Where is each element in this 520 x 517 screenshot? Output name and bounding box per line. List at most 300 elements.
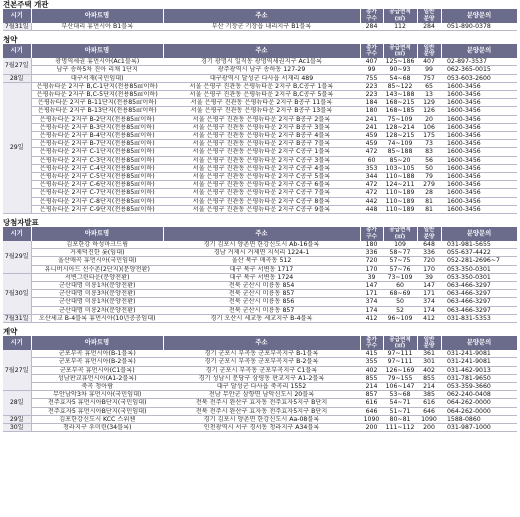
cell-general: 81: [417, 205, 441, 213]
cell-area: 110~189: [383, 197, 417, 205]
cell-tel: 031-987-1000: [441, 423, 517, 431]
cell-area: 57~75: [383, 257, 417, 265]
cell-addr: 전북 군산시 미룡동 856: [163, 298, 360, 306]
cell-general: 407: [417, 58, 441, 66]
table-row: [3, 366, 517, 374]
cell-addr: 전북 군산시 미룡동 857: [163, 306, 360, 314]
cell-tel: 1600-3456: [441, 107, 517, 115]
cell-addr: 서울 은평구 진관동 은평뉴타운 2지구 B,C공구 1블록: [163, 82, 360, 90]
cell-tel: 1600-3456: [441, 115, 517, 123]
table-row: [3, 241, 517, 249]
table-row: [3, 197, 517, 205]
section-title: 청약: [3, 35, 18, 45]
cell-apt: 은평뉴타운 2지구 C-7단지(전용85㎡이하): [31, 189, 163, 197]
cell-total: 442: [360, 197, 383, 205]
cell-addr: 서울 은평구 진관동 은평뉴타운 2지구 C공구 7블록: [163, 189, 360, 197]
cell-tel: 1600-3456: [441, 140, 517, 148]
cell-general: 79: [417, 173, 441, 181]
table-row: [3, 290, 517, 298]
cell-area: 54~71: [383, 399, 417, 407]
cell-apt: 전주효자5 휴먼시아B단지(국민임대): [31, 399, 163, 407]
cell-area: 110~188: [383, 173, 417, 181]
cell-general: 284: [417, 23, 441, 31]
cell-tel: 063-466-3297: [441, 282, 517, 290]
cell-tel: 031-462-9013: [441, 366, 517, 374]
table-row: [3, 249, 517, 257]
cell-apt: 은평뉴타운 2지구 C-1단지(전용85㎡이하): [31, 148, 163, 156]
header-apt: 아파트명: [31, 227, 163, 241]
cell-area: 85~122: [383, 82, 417, 90]
cell-total: 223: [360, 82, 383, 90]
cell-apt: 군산대명 미룡1차(분양전환): [31, 298, 163, 306]
cell-apt: 광명역세권 휴먼시아(Ac1블록): [31, 58, 163, 66]
header-area: 공급면적 (㎡): [383, 227, 417, 241]
table-row: [3, 82, 517, 90]
cell-total: 646: [360, 407, 383, 415]
cell-total: 171: [360, 290, 383, 298]
cell-area: 50: [383, 298, 417, 306]
header-date: 시기: [3, 44, 31, 58]
cell-tel: 053-603-2600: [441, 74, 517, 82]
cell-tel: 031-981-5655: [441, 241, 517, 249]
cell-general: 336: [417, 249, 441, 257]
section-title: 계약: [3, 327, 18, 337]
cell-addr: 경기 군포시 부곡동 군포부곡지구 B-1블록: [163, 350, 360, 358]
cell-general: 402: [417, 366, 441, 374]
table-row: [3, 91, 517, 99]
cell-total: 472: [360, 148, 383, 156]
header-general: 일반 분양: [417, 44, 441, 58]
cell-apt: 은평뉴타운 2지구 C-6단지(전용85㎡이하): [31, 181, 163, 189]
header-apt: 아파트명: [31, 44, 163, 58]
cell-total: 180: [360, 107, 383, 115]
cell-addr: 서울 은평구 진관동 은평뉴타운 2지구 B공구 4블록: [163, 132, 360, 140]
cell-general: 374: [417, 298, 441, 306]
cell-tel: 1600-3456: [441, 164, 517, 172]
cell-general: 56: [417, 156, 441, 164]
cell-addr: 서울 은평구 진관동 은평뉴타운 2지구 B공구 2블록: [163, 115, 360, 123]
cell-area: 74~109: [383, 140, 417, 148]
cell-addr: 경남 거제시 거제면 지석리 1224-1: [163, 249, 360, 257]
cell-general: 412: [417, 314, 441, 322]
cell-area: 85~20: [383, 156, 417, 164]
table-row: [3, 132, 517, 140]
cell-area: 128~215: [383, 132, 417, 140]
cell-addr: 울산 북구 매곡동 512: [163, 257, 360, 265]
cell-area: 90~93: [383, 66, 417, 74]
cell-general: 757: [417, 74, 441, 82]
cell-apt: 죽곡 청아람: [31, 382, 163, 390]
cell-total: 170: [360, 265, 383, 273]
cell-addr: 인천광역시 서구 경서동 청라지구 A34블록: [163, 423, 360, 431]
cell-total: 448: [360, 205, 383, 213]
cell-area: 125~186: [383, 58, 417, 66]
cell-general: 616: [417, 399, 441, 407]
table-row: [3, 205, 517, 213]
header-addr: 주소: [163, 9, 360, 23]
cell-area: 106~147: [383, 382, 417, 390]
cell-general: 175: [417, 132, 441, 140]
cell-total: 180: [360, 241, 383, 249]
cell-addr: 경기 군포시 부곡동 군포부곡지구 C1블록: [163, 366, 360, 374]
cell-addr: 서울 은평구 진관동 은평뉴타운 2지구 B공구 13블록: [163, 107, 360, 115]
table-row: [3, 382, 517, 390]
cell-apt: 군포부곡 휴먼시아(C1블록): [31, 366, 163, 374]
cell-apt: 은평뉴타운 2지구 B-2단지(전용85㎡이하): [31, 115, 163, 123]
cell-tel: 051-890-0378: [441, 23, 517, 31]
cell-addr: 경기 김포시 양촌면 한강신도시 Ab-16블록: [163, 241, 360, 249]
cell-general: 129: [417, 99, 441, 107]
cell-area: 126~169: [383, 366, 417, 374]
table-row: [3, 156, 517, 164]
cell-addr: 서울 은평구 진관동 은평뉴타운 2지구 B공구 11블록: [163, 99, 360, 107]
cell-apt: 군산대명 미룡1차(분양전환): [31, 282, 163, 290]
cell-apt: 성남판교휴먼시아(A1-2블록): [31, 374, 163, 382]
cell-tel: 1600-3456: [441, 156, 517, 164]
schedule-table: [3, 44, 518, 214]
cell-general: 720: [417, 257, 441, 265]
cell-area: 111~112: [383, 423, 417, 431]
cell-area: 51~71: [383, 407, 417, 415]
table-row: [3, 164, 517, 172]
cell-area: 109: [383, 241, 417, 249]
cell-addr: 경기 군포시 부곡동 군포부곡지구 B-2블록: [163, 358, 360, 366]
cell-addr: 대구광역시 달성군 다사읍 서재리 489: [163, 74, 360, 82]
cell-total: 374: [360, 298, 383, 306]
table-row: [3, 265, 517, 273]
header-apt: 아파트명: [31, 336, 163, 350]
header-total: 총가 구수: [360, 9, 383, 23]
cell-total: 223: [360, 91, 383, 99]
cell-total: 407: [360, 58, 383, 66]
header-addr: 주소: [163, 227, 360, 241]
cell-apt: 전주효자5 휴먼시아B단지(국민임대): [31, 407, 163, 415]
cell-area: 110~189: [383, 205, 417, 213]
cell-general: 171: [417, 290, 441, 298]
cell-apt: 은평뉴타운 2지구 C-8단지(전용85㎡이하): [31, 197, 163, 205]
header-total: 총가 구수: [360, 336, 383, 350]
cell-tel: 063-466-3297: [441, 298, 517, 306]
cell-total: 402: [360, 366, 383, 374]
cell-date: 7월27일: [3, 58, 31, 74]
cell-general: 81: [417, 197, 441, 205]
section-title: 견본주택 개관: [3, 0, 49, 9]
cell-apt: 남구 송하5차 진아 리채 1단지: [31, 66, 163, 74]
cell-apt: 군산대명 미룡2차(분양전환): [31, 306, 163, 314]
cell-general: 50: [417, 164, 441, 172]
cell-apt: 은평뉴타운 2지구 B-7단지(전용85㎡이하): [31, 140, 163, 148]
cell-apt: 군산대명 미룡3차(분양전환): [31, 290, 163, 298]
cell-addr: 경기 오산시 세교동 세교지구 B-4블록: [163, 314, 360, 322]
cell-general: 147: [417, 282, 441, 290]
cell-addr: 서울 은평구 진관동 은평뉴타운 2지구 C공구 8블록: [163, 197, 360, 205]
cell-addr: 경기 성남시 분당구 삼평동 판교지구 A1-2블록: [163, 374, 360, 382]
cell-area: 60: [383, 282, 417, 290]
cell-tel: 031-781-9650: [441, 374, 517, 382]
cell-total: 355: [360, 358, 383, 366]
cell-date: 7월29일: [3, 241, 31, 273]
table-row: [3, 148, 517, 156]
cell-general: 301: [417, 358, 441, 366]
cell-apt: 은평뉴타운 2지구 C-9단지(전용85㎡이하): [31, 205, 163, 213]
cell-total: 412: [360, 314, 383, 322]
cell-area: 128~214: [383, 123, 417, 131]
cell-apt: 은평뉴타운 2지구 B-3단지(전용85㎡이하): [31, 123, 163, 131]
cell-total: 1090: [360, 415, 383, 423]
cell-general: 385: [417, 391, 441, 399]
cell-apt: 은평뉴타운 2지구 B-13단지(전용85㎡이하): [31, 107, 163, 115]
header-general: 일반 분양: [417, 336, 441, 350]
header-row: [3, 44, 517, 58]
header-general: 일반 분양: [417, 9, 441, 23]
cell-tel: 053-359-3660: [441, 382, 517, 390]
cell-total: 60: [360, 156, 383, 164]
header-total: 총가 구수: [360, 227, 383, 241]
cell-apt: 군포부곡 휴먼시아(B-1블록): [31, 350, 163, 358]
cell-area: 80~81: [383, 415, 417, 423]
cell-apt: 유니버시아드 선수촌(2단지)(분양전환): [31, 265, 163, 273]
cell-date: 7월31일: [3, 23, 31, 31]
cell-apt: 은평뉴타운 2지구 B,C-1단지(전용85㎡이하): [31, 82, 163, 90]
cell-apt: 서변그린타운(분양전환): [31, 273, 163, 281]
cell-addr: 경기 광명시 일직동 광명역세권지구 Ac1블록: [163, 58, 360, 66]
cell-area: 103~105: [383, 164, 417, 172]
cell-tel: 062-240-0408: [441, 391, 517, 399]
cell-total: 174: [360, 306, 383, 314]
cell-addr: 대구 달성군 다사읍 죽곡리 1552: [163, 382, 360, 390]
cell-total: 147: [360, 282, 383, 290]
cell-addr: 서울 은평구 진관동 은평뉴타운 2지구 C공구 1블록: [163, 148, 360, 156]
cell-tel: 1600-3456: [441, 189, 517, 197]
cell-total: 720: [360, 257, 383, 265]
cell-general: 106: [417, 123, 441, 131]
cell-apt: 은평뉴타운 2지구 B-11단지(전용85㎡이하): [31, 99, 163, 107]
cell-addr: 전남 무안군 삼향면 남악신도시 20블록: [163, 391, 360, 399]
cell-total: 99: [360, 66, 383, 74]
cell-tel: 063-466-3297: [441, 306, 517, 314]
table-row: [3, 107, 517, 115]
cell-area: 54~68: [383, 74, 417, 82]
table-row: [3, 374, 517, 382]
cell-tel: 031-241-9081: [441, 358, 517, 366]
cell-total: 184: [360, 99, 383, 107]
cell-area: 68~69: [383, 290, 417, 298]
cell-general: 214: [417, 382, 441, 390]
cell-tel: 1600-3456: [441, 82, 517, 90]
cell-total: 214: [360, 382, 383, 390]
table-row: [3, 189, 517, 197]
cell-addr: 서울 은평구 진관동 은평뉴타운 2지구 B,C공구 5블록: [163, 91, 360, 99]
cell-date: 29일: [3, 82, 31, 213]
cell-tel: 053-350-0301: [441, 265, 517, 273]
header-apt: 아파트명: [31, 9, 163, 23]
cell-tel: 1600-3456: [441, 91, 517, 99]
table-row: [3, 423, 517, 431]
cell-total: 336: [360, 249, 383, 257]
table-row: [3, 58, 517, 66]
cell-total: 344: [360, 173, 383, 181]
table-row: [3, 358, 517, 366]
schedule-table: [3, 227, 518, 323]
cell-general: 855: [417, 374, 441, 382]
cell-general: 174: [417, 306, 441, 314]
table-row: [3, 123, 517, 131]
cell-tel: 1600-3456: [441, 205, 517, 213]
cell-tel: 1600-3456: [441, 99, 517, 107]
header-tel: 분양문의: [441, 227, 517, 241]
cell-area: 57~76: [383, 265, 417, 273]
cell-tel: 1600-3456: [441, 173, 517, 181]
cell-addr: 전북 전주시 완산구 효자동 전주효자5지구 B단지: [163, 399, 360, 407]
cell-date: 28일: [3, 74, 31, 82]
cell-area: 96~109: [383, 314, 417, 322]
table-row: [3, 140, 517, 148]
cell-total: 39: [360, 273, 383, 281]
cell-total: 284: [360, 23, 383, 31]
table-row: [3, 273, 517, 281]
cell-tel: 1588-0860: [441, 415, 517, 423]
header-tel: 분양문의: [441, 9, 517, 23]
cell-addr: 서울 은평구 진관동 은평뉴타운 2지구 C공구 5블록: [163, 173, 360, 181]
cell-area: 58~77: [383, 249, 417, 257]
cell-area: 53~68: [383, 391, 417, 399]
header-tel: 분양문의: [441, 336, 517, 350]
cell-addr: 서울 은평구 진관동 은평뉴타운 2지구 B공구 3블록: [163, 123, 360, 131]
cell-tel: 052-281-2696~7: [441, 257, 517, 265]
cell-general: 648: [417, 241, 441, 249]
cell-addr: 대구 북구 서변동 1724: [163, 273, 360, 281]
header-row: [3, 227, 517, 241]
cell-tel: 031-241-9081: [441, 350, 517, 358]
cell-addr: 광주광역시 남구 송하동 127-29: [163, 66, 360, 74]
cell-general: 39: [417, 273, 441, 281]
cell-tel: 1600-3456: [441, 181, 517, 189]
header-addr: 주소: [163, 44, 360, 58]
cell-apt: 부산대리 휴먼시아 B1블록: [31, 23, 163, 31]
table-row: [3, 298, 517, 306]
header-addr: 주소: [163, 336, 360, 350]
cell-total: 241: [360, 115, 383, 123]
table-row: [3, 415, 517, 423]
cell-apt: 청라지구 우미린(34블록): [31, 423, 163, 431]
cell-total: 353: [360, 164, 383, 172]
table-row: [3, 173, 517, 181]
cell-apt: 무안남악3차 휴먼시아(국민임대): [31, 391, 163, 399]
cell-area: 112: [383, 23, 417, 31]
header-row: [3, 336, 517, 350]
cell-area: 52: [383, 306, 417, 314]
cell-total: 459: [360, 140, 383, 148]
cell-tel: 1600-3456: [441, 132, 517, 140]
cell-apt: 은평뉴타운 2지구 C-3단지(전용85㎡이하): [31, 156, 163, 164]
cell-total: 472: [360, 189, 383, 197]
cell-total: 459: [360, 132, 383, 140]
cell-apt: 군포부곡 휴먼시아(B-2블록): [31, 358, 163, 366]
cell-total: 857: [360, 391, 383, 399]
cell-tel: 053-350-0301: [441, 273, 517, 281]
header-area: 공급면적 (㎡): [383, 336, 417, 350]
cell-area: 79~155: [383, 374, 417, 382]
table-row: [3, 350, 517, 358]
cell-date: 29일: [3, 415, 31, 423]
cell-addr: 경기 김포시 양촌면 한강신도시 Aa-08블록: [163, 415, 360, 423]
cell-general: 83: [417, 148, 441, 156]
cell-general: 28: [417, 189, 441, 197]
header-date: 시기: [3, 9, 31, 23]
cell-apt: 김포한강신도시 KCC 스위첸: [31, 415, 163, 423]
table-row: [3, 282, 517, 290]
cell-area: 124~211: [383, 181, 417, 189]
cell-general: 361: [417, 350, 441, 358]
cell-apt: 오산세교 B-4블록 휴먼시아(10년공공임대): [31, 314, 163, 322]
cell-general: 1090: [417, 415, 441, 423]
cell-total: 241: [360, 123, 383, 131]
cell-total: 200: [360, 423, 383, 431]
header-area: 공급면적 (㎡): [383, 44, 417, 58]
table-row: [3, 391, 517, 399]
table-row: [3, 314, 517, 322]
table-row: [3, 99, 517, 107]
cell-tel: 02-897-3537: [441, 58, 517, 66]
cell-addr: 대구 북구 서변동 1717: [163, 265, 360, 273]
section-title: 당첨자발표: [3, 218, 39, 228]
cell-addr: 서울 은평구 진관동 은평뉴타운 2지구 B공구 7블록: [163, 140, 360, 148]
table-row: [3, 399, 517, 407]
schedule-table: [3, 9, 518, 31]
table-row: [3, 181, 517, 189]
cell-tel: 064-262-0000: [441, 399, 517, 407]
cell-area: 97~111: [383, 350, 417, 358]
table-row: [3, 115, 517, 123]
cell-tel: 064-262-0000: [441, 407, 517, 415]
cell-date: 7월27일: [3, 350, 31, 391]
cell-area: 168~185: [383, 107, 417, 115]
cell-total: 616: [360, 399, 383, 407]
cell-addr: 전북 군산시 미룡동 854: [163, 282, 360, 290]
cell-date: 7월30일: [3, 273, 31, 314]
table-row: [3, 23, 517, 31]
header-tel: 분양문의: [441, 44, 517, 58]
cell-area: 110~189: [383, 189, 417, 197]
cell-tel: 055-637-4422: [441, 249, 517, 257]
cell-area: 143~188: [383, 91, 417, 99]
table-row: [3, 66, 517, 74]
cell-general: 73: [417, 140, 441, 148]
cell-addr: 서울 은평구 진관동 은평뉴타운 2지구 C공구 4블록: [163, 164, 360, 172]
cell-apt: 은평뉴타운 2지구 B-4단지(전용85㎡이하): [31, 132, 163, 140]
cell-general: 126: [417, 107, 441, 115]
cell-general: 200: [417, 423, 441, 431]
cell-total: 472: [360, 181, 383, 189]
cell-general: 65: [417, 82, 441, 90]
cell-general: 646: [417, 407, 441, 415]
table-row: [3, 74, 517, 82]
cell-date: 30일: [3, 423, 31, 431]
cell-general: 170: [417, 265, 441, 273]
cell-tel: 062-365-0015: [441, 66, 517, 74]
cell-apt: 대구서재(국민임대): [31, 74, 163, 82]
cell-general: 13: [417, 91, 441, 99]
table-row: [3, 306, 517, 314]
header-date: 시기: [3, 227, 31, 241]
cell-tel: 1600-3456: [441, 123, 517, 131]
table-row: [3, 407, 517, 415]
cell-area: 168~215: [383, 99, 417, 107]
cell-general: 279: [417, 181, 441, 189]
cell-tel: 063-466-3297: [441, 290, 517, 298]
cell-addr: 서울 은평구 진관동 은평뉴타운 2지구 C공구 6블록: [163, 181, 360, 189]
cell-total: 755: [360, 74, 383, 82]
